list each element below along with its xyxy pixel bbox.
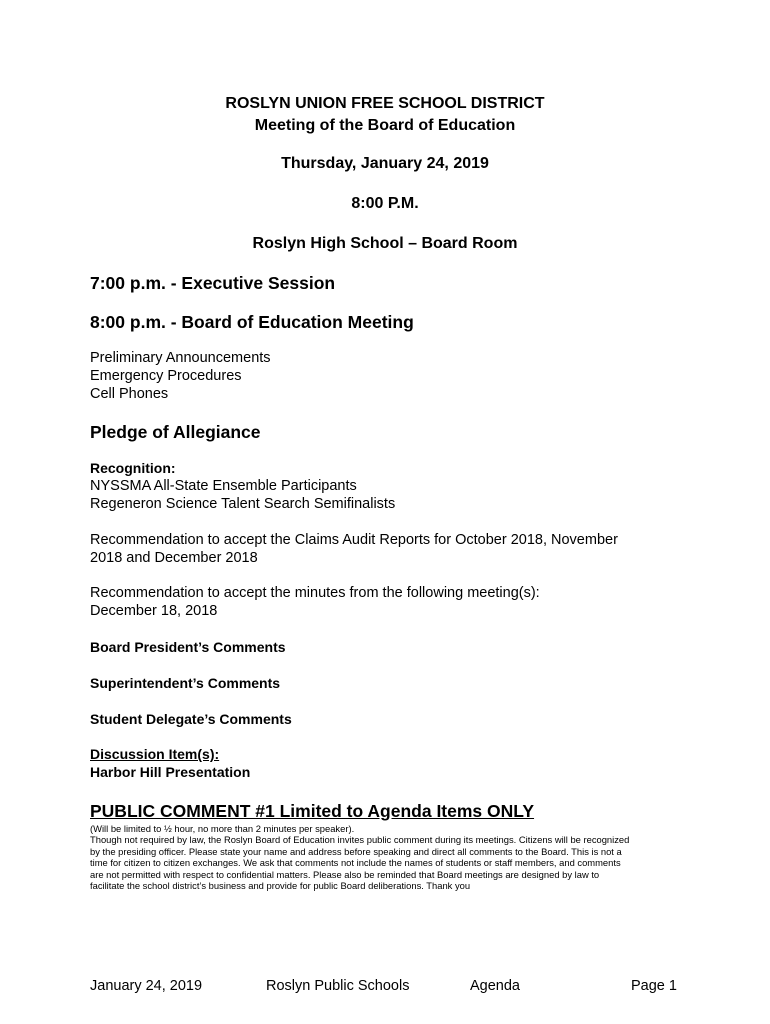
footer-document-type: Agenda bbox=[470, 978, 520, 994]
emergency-procedures: Emergency Procedures bbox=[90, 368, 242, 384]
meeting-title: Meeting of the Board of Education bbox=[254, 117, 516, 134]
board-meeting-heading: 8:00 p.m. - Board of Education Meeting bbox=[90, 312, 414, 332]
public-comment-body bbox=[90, 823, 682, 891]
public-comment-line: facilitate the school district’s business and provide for public Board deliberations. Thank you bbox=[90, 880, 471, 892]
district-title: ROSLYN UNION FREE SCHOOL DISTRICT bbox=[225, 95, 545, 112]
minutes-line: December 18, 2018 bbox=[90, 603, 218, 619]
public-comment-line: (Will be limited to ½ hour, no more than 2 minutes per speaker). bbox=[90, 823, 355, 834]
minutes-line: Recommendation to accept the minutes from the following meeting(s): bbox=[90, 585, 540, 601]
footer-page-number: Page 1 bbox=[631, 978, 677, 994]
discussion-label: Discussion Item(s): bbox=[90, 746, 220, 762]
cell-phones: Cell Phones bbox=[90, 386, 169, 402]
meeting-date: Thursday, January 24, 2019 bbox=[281, 155, 489, 172]
public-comment-heading: PUBLIC COMMENT #1 Limited to Agenda Items ONLY bbox=[90, 801, 535, 821]
footer-date: January 24, 2019 bbox=[90, 978, 203, 994]
preliminary-announcements: Preliminary Announcements bbox=[90, 350, 271, 366]
recognition-item: Regeneron Science Talent Search Semifinalists bbox=[90, 496, 396, 512]
discussion-item: Harbor Hill Presentation bbox=[90, 764, 251, 780]
executive-session-heading: 7:00 p.m. - Executive Session bbox=[90, 273, 336, 293]
claims-audit-line: Recommendation to accept the Claims Audit Reports for October 2018, November bbox=[90, 532, 618, 548]
public-comment-line: time for citizen to citizen exchanges. We ask that comments not include the names of students or staff members, and comments bbox=[90, 857, 621, 869]
board-president-comments: Board President’s Comments bbox=[90, 639, 286, 655]
public-comment-line: are not permitted with respect to confidential matters. Please also be reminded that Board meetings are designed by law to bbox=[90, 868, 600, 880]
pledge-heading: Pledge of Allegiance bbox=[90, 422, 261, 442]
recognition-label: Recognition: bbox=[90, 460, 176, 476]
student-delegate-comments: Student Delegate’s Comments bbox=[90, 711, 292, 727]
meeting-location: Roslyn High School – Board Room bbox=[252, 235, 518, 252]
public-comment-line: Though not required by law, the Roslyn Board of Education invites public comment during its meetings. Citizens will be recognized bbox=[90, 834, 630, 846]
meeting-time: 8:00 P.M. bbox=[351, 195, 419, 212]
superintendent-comments: Superintendent’s Comments bbox=[90, 675, 281, 691]
recognition-item: NYSSMA All-State Ensemble Participants bbox=[90, 478, 357, 494]
footer-organization: Roslyn Public Schools bbox=[266, 978, 410, 994]
public-comment-line: by the presiding officer. Please state your name and address before speaking and direct all comments to the Board. This is not a bbox=[90, 845, 622, 857]
claims-audit-line: 2018 and December 2018 bbox=[90, 550, 258, 566]
